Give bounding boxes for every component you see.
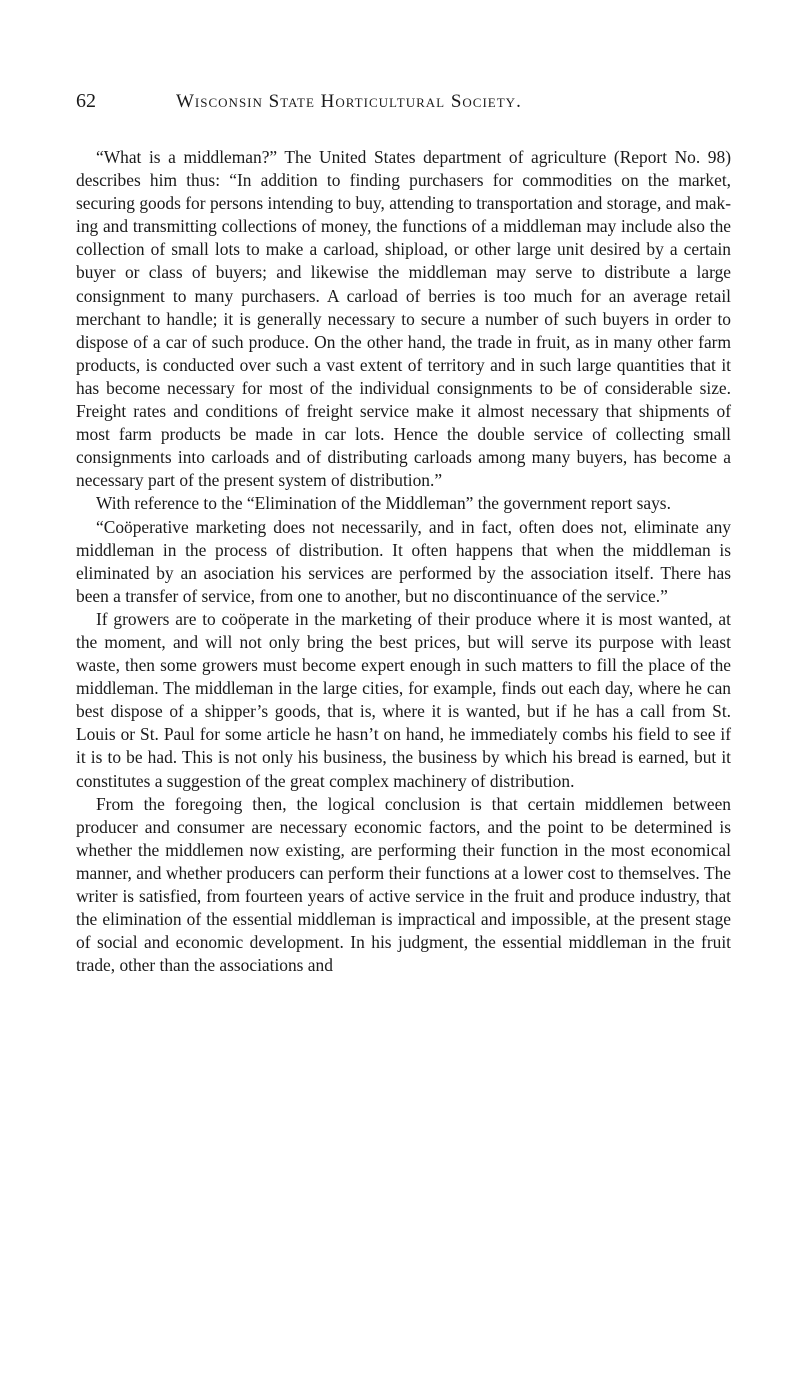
- paragraph: From the foregoing then, the logical conclusion is that certain middlemen between producer and consumer are necessary economic factors, and the point to be determined is whether the middlemen now existing, are performing their function in the most economical manner, and whether producers can perform their functions at a lower cost to themselves. The writer is satisfied, from fourteen years of active service in the fruit and produce industry, that the elimination of the essential middleman is impractical and impossible, at the present stage of social and economic development. In his judgment, the essential middleman in the fruit trade, other than the associations and: [76, 793, 731, 976]
- paragraph: If growers are to coöperate in the marketing of their produce where it is most wanted, at the moment, and will not only bring the best prices, but will serve its purpose with least waste, then some growers must become expert enough in such matters to fill the place of the middleman. The middleman in the large cities, for example, finds out each day, where he can best dispose of a shipper’s goods, that is, where it is wanted, but if he has a call from St. Louis or St. Paul for some article he hasn’t on hand, he immediately combs his field to see if it is to be had. This is not only his business, the business by which his bread is earned, but it constitutes a suggestion of the great complex machinery of distribution.: [76, 608, 731, 791]
- page-number: 62: [76, 90, 96, 112]
- paragraph: With reference to the “Elimination of the Middleman” the government report says.: [96, 493, 671, 514]
- paragraph: “What is a middleman?” The United States department of agriculture (Report No. 98) describes him thus: “In addition to finding purchasers for commodities on the market, securing goods for persons intending to buy, attending to transportation and storage, and making and transmitting collections of money, the functions of a middleman may include also the collection of small lots to make a carload, shipload, or other large unit desired by a certain buyer or class of buyers; and likewise the middleman may serve to distribute a large consignment to many purchasers. A carload of berries is too much for an average retail merchant to handle; it is generally necessary to secure a number of such buyers in order to dispose of a car of such produce. On the other hand, the trade in fruit, as in many other farm products, is conducted over such a vast extent of territory and in such large quantities that it has become necessary for most of the individual consignments to be of considerable size. Freight rates and conditions of freight service make it almost necessary that shipments of most farm products be made in car lots. Hence the double service of collecting small consignments into carloads and of distributing carloads among many buyers, has become a necessary part of the present system of distribution.”: [76, 147, 731, 491]
- body-text: [76, 146, 731, 977]
- document-page: [76, 90, 731, 977]
- paragraph: “Coöperative marketing does not necessarily, and in fact, often does not, eliminate any middleman in the process of distribution. It often happens that when the middleman is eliminated by an asociation his services are performed by the association itself. There has been a transfer of service, from one to another, but no discontinuance of the service.”: [76, 516, 731, 606]
- running-title: Wisconsin State Horticultural Society.: [176, 91, 522, 112]
- page-header: [76, 90, 731, 120]
